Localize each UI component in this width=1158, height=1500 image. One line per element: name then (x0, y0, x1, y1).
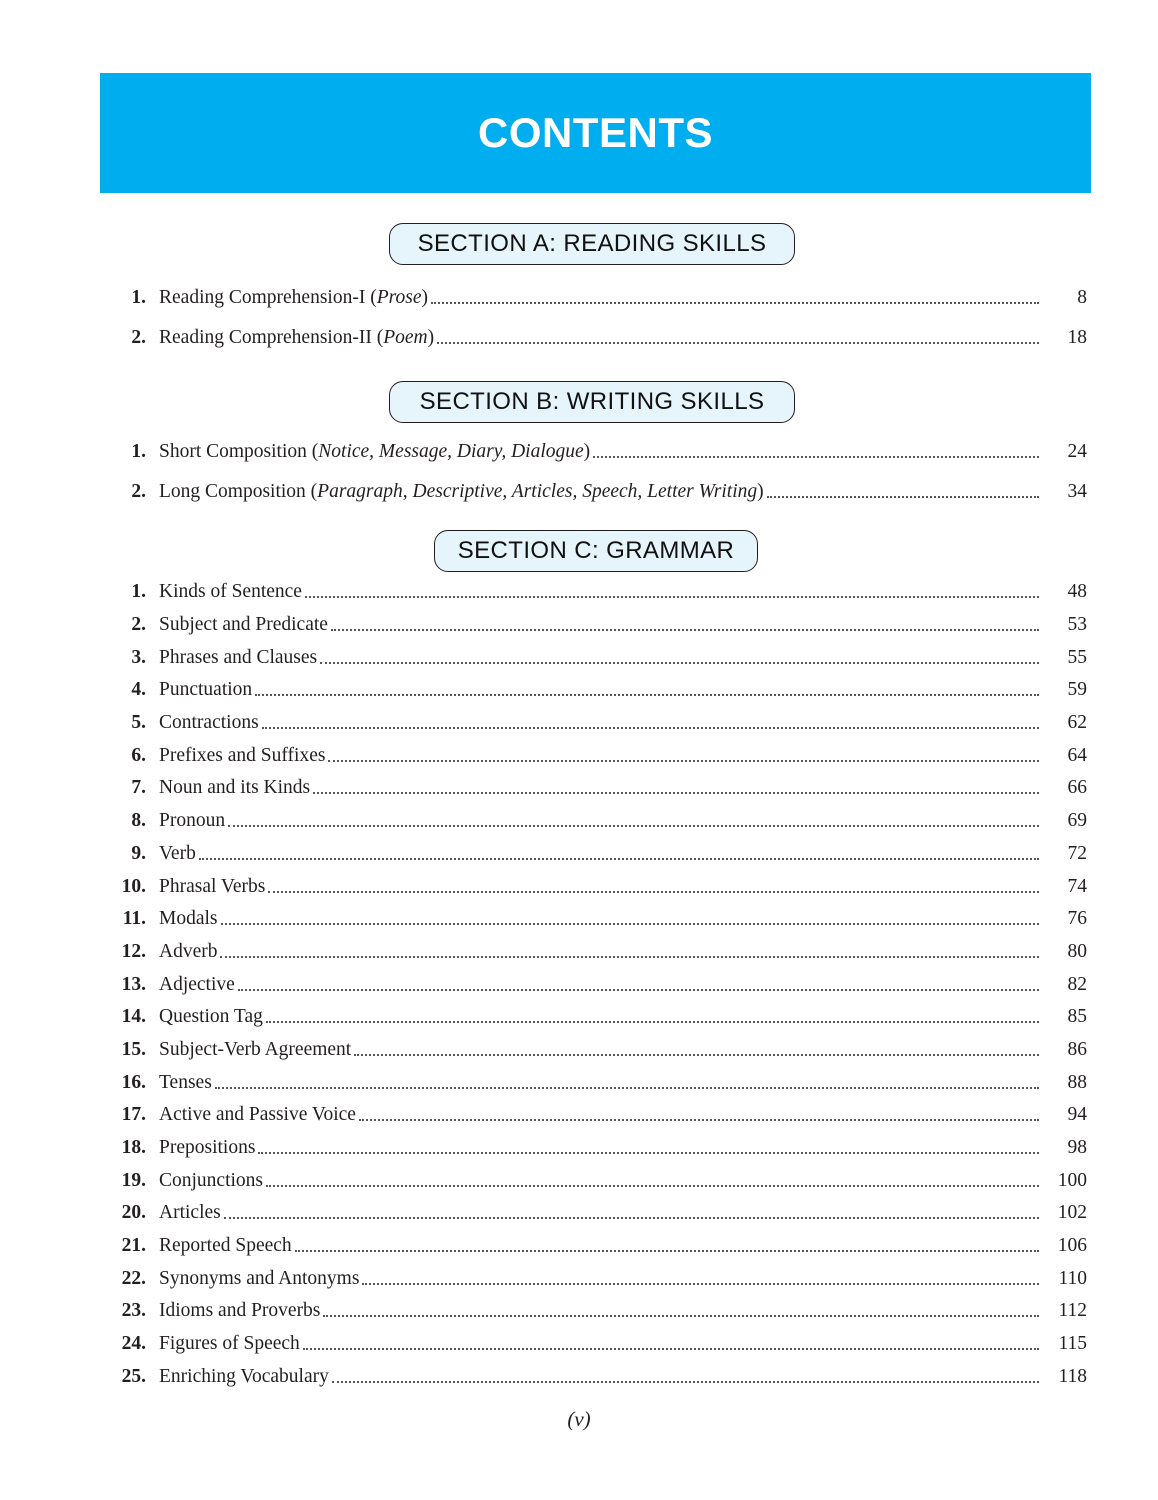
entry-number: 17. (121, 1104, 146, 1126)
dot-leader (767, 496, 1039, 498)
entry-number: 10. (121, 875, 146, 897)
entry-title (159, 1268, 359, 1290)
entry-title-text: Long Composition ( (159, 481, 318, 502)
entry-number: 18. (121, 1137, 146, 1159)
dot-leader (224, 1217, 1039, 1219)
entry-title-line (159, 908, 1039, 930)
entry-page-number: 76 (1067, 908, 1087, 930)
entry-title-text: Noun and its Kinds (159, 777, 311, 799)
entry-title-text: Contractions (159, 712, 259, 734)
entry-page-number: 8 (1077, 287, 1087, 308)
toc-entry (0, 1328, 1158, 1361)
entry-page-number: 48 (1067, 581, 1087, 603)
toc-entry (0, 278, 1158, 318)
entry-number: 6. (131, 744, 146, 766)
entry-number: 2. (131, 481, 146, 502)
entry-title-line (159, 679, 1039, 701)
entry-title (159, 712, 259, 734)
entry-title-line (159, 481, 1039, 503)
entry-title (159, 581, 302, 603)
entry-page-number: 85 (1067, 1006, 1087, 1028)
dot-leader (354, 1054, 1039, 1056)
section-c-heading: SECTION C: GRAMMAR (434, 530, 758, 572)
dot-leader (359, 1119, 1039, 1121)
dot-leader (215, 1087, 1039, 1089)
entry-title (159, 908, 218, 930)
entry-number: 8. (131, 810, 146, 832)
entry-number: 9. (131, 842, 146, 864)
entry-title (159, 647, 317, 669)
entry-number: 25. (121, 1365, 146, 1387)
toc-entry (0, 609, 1158, 642)
toc-entry (0, 1001, 1158, 1034)
entry-page-number: 100 (1057, 1169, 1087, 1191)
entry-title-text: Phrasal Verbs (159, 875, 266, 897)
entry-page-number: 86 (1067, 1038, 1087, 1060)
toc-entry (0, 707, 1158, 740)
dot-leader (268, 891, 1039, 893)
entry-number: 19. (121, 1169, 146, 1191)
entry-page-number: 62 (1067, 712, 1087, 734)
toc-entry (0, 936, 1158, 969)
toc-entry (0, 1262, 1158, 1295)
entry-page-number: 102 (1057, 1202, 1087, 1224)
entry-number: 3. (131, 646, 146, 668)
entry-page-number: 74 (1067, 875, 1087, 897)
entry-title-text: Tenses (159, 1071, 212, 1093)
entry-title-text: Reading Comprehension-I ( (159, 287, 377, 308)
contents-banner (100, 73, 1091, 193)
entry-title (159, 1300, 320, 1322)
entry-title (159, 810, 225, 832)
entry-page-number: 53 (1067, 614, 1087, 636)
entry-title-line (159, 1006, 1039, 1028)
entry-page-number: 64 (1067, 744, 1087, 766)
dot-leader (262, 727, 1039, 729)
entry-title-text: Subject and Predicate (159, 614, 328, 636)
entry-number: 24. (121, 1333, 146, 1355)
entry-page-number: 106 (1057, 1235, 1087, 1257)
entry-title-line (159, 745, 1039, 767)
entry-title-text: Phrases and Clauses (159, 646, 318, 668)
entry-number: 20. (121, 1202, 146, 1224)
entry-page-number: 98 (1067, 1137, 1087, 1159)
entry-title-line (159, 1039, 1039, 1061)
toc-entry (0, 1164, 1158, 1197)
toc-entry (0, 1295, 1158, 1328)
dot-leader (220, 956, 1039, 958)
entry-title-italic: Poem (383, 327, 428, 348)
entry-title-line (159, 287, 1039, 309)
dot-leader (303, 1348, 1039, 1350)
entry-number: 5. (131, 712, 146, 734)
entry-number: 23. (121, 1300, 146, 1322)
entry-page-number: 115 (1058, 1333, 1087, 1355)
entry-title-close: ) (757, 481, 764, 502)
entry-title-text: Conjunctions (159, 1169, 264, 1191)
entry-title-text: Pronoun (159, 810, 226, 832)
entry-title-text: Prepositions (159, 1137, 256, 1159)
entry-title (159, 1137, 255, 1159)
toc-entry (0, 870, 1158, 903)
entry-title-line (159, 1170, 1039, 1192)
dot-leader (362, 1283, 1039, 1285)
entry-title-line (159, 1104, 1039, 1126)
entry-number: 2. (131, 614, 146, 636)
entry-title-text: Synonyms and Antonyms (159, 1267, 360, 1289)
page-title: CONTENTS (478, 109, 713, 156)
entry-title-line (159, 876, 1039, 898)
toc-entry (0, 772, 1158, 805)
dot-leader (255, 694, 1039, 696)
entry-title-line (159, 1235, 1039, 1257)
entry-title-close: ) (583, 441, 591, 462)
entry-page-number: 69 (1067, 810, 1087, 832)
dot-leader (331, 629, 1039, 631)
section-b-heading: SECTION B: WRITING SKILLS (389, 381, 795, 423)
entry-title-line (159, 1268, 1039, 1290)
entry-number: 22. (121, 1267, 146, 1289)
entry-title (159, 1006, 263, 1028)
entry-number: 1. (131, 581, 146, 603)
entry-page-number: 88 (1067, 1071, 1087, 1093)
entry-number: 13. (121, 973, 146, 995)
toc-entry (0, 674, 1158, 707)
entry-number: 16. (121, 1071, 146, 1093)
entry-title (159, 1202, 221, 1224)
toc-entry (0, 318, 1158, 358)
entry-title-text: Reading Comprehension-II ( (159, 327, 384, 348)
entry-title (159, 1235, 292, 1257)
toc-entry (0, 1099, 1158, 1132)
entry-number: 1. (131, 441, 146, 462)
entry-title-italic: Paragraph, Descriptive, Articles, Speech, Letter Writing (317, 481, 758, 502)
toc-entry (0, 739, 1158, 772)
entry-title (159, 327, 434, 349)
entry-title-text: Verb (159, 842, 196, 864)
entry-title-text: Modals (159, 908, 218, 930)
toc-entry (0, 576, 1158, 609)
entry-title (159, 745, 325, 767)
entry-title-line (159, 843, 1039, 865)
toc-entry (0, 1361, 1158, 1394)
toc-entry (0, 903, 1158, 936)
toc-entry (0, 472, 1158, 512)
entry-number: 7. (131, 777, 146, 799)
entry-title-close: ) (427, 327, 435, 348)
entry-title (159, 1333, 300, 1355)
toc-entry (0, 432, 1158, 472)
entry-title-close: ) (421, 287, 428, 308)
entry-number: 12. (121, 940, 146, 962)
section-a-heading: SECTION A: READING SKILLS (389, 223, 795, 265)
dot-leader (199, 858, 1039, 860)
entry-page-number: 59 (1067, 679, 1087, 701)
entry-title (159, 1170, 263, 1192)
section-a-list (0, 278, 1158, 358)
entry-title-line (159, 327, 1039, 349)
entry-title-line (159, 712, 1039, 734)
entry-title-text: Active and Passive Voice (159, 1104, 356, 1126)
entry-title-line (159, 581, 1039, 603)
entry-number: 21. (121, 1235, 146, 1257)
entry-title-text: Question Tag (159, 1006, 263, 1028)
toc-entry (0, 1034, 1158, 1067)
entry-title (159, 1366, 329, 1388)
entry-number: 14. (121, 1006, 146, 1028)
dot-leader (295, 1250, 1039, 1252)
entry-title (159, 441, 590, 463)
dot-leader (238, 989, 1039, 991)
entry-title-text: Prefixes and Suffixes (159, 744, 326, 766)
section-b-list (0, 432, 1158, 512)
entry-page-number: 55 (1067, 646, 1087, 668)
page-number: (v) (567, 1407, 591, 1431)
entry-number: 1. (131, 287, 146, 308)
dot-leader (593, 456, 1039, 458)
entry-title-line (159, 777, 1039, 799)
dot-leader (266, 1021, 1039, 1023)
entry-title-italic: Notice, Message, Diary, Dialogue (318, 441, 584, 462)
entry-title-line (159, 1333, 1039, 1355)
entry-number: 4. (131, 679, 146, 701)
entry-page-number: 80 (1067, 940, 1087, 962)
entry-page-number: 112 (1058, 1300, 1087, 1322)
entry-title (159, 1072, 212, 1094)
toc-entry (0, 1132, 1158, 1165)
entry-page-number: 34 (1067, 481, 1087, 502)
entry-title-line (159, 441, 1039, 463)
dot-leader (437, 342, 1039, 344)
dot-leader (320, 662, 1039, 664)
entry-title-text: Short Composition ( (159, 441, 319, 462)
entry-title (159, 777, 310, 799)
dot-leader (328, 760, 1039, 762)
entry-title (159, 1039, 351, 1061)
entry-title (159, 974, 235, 996)
section-c-list (0, 576, 1158, 1393)
entry-title (159, 679, 252, 701)
entry-title (159, 1104, 356, 1126)
entry-title-text: Enriching Vocabulary (159, 1365, 329, 1387)
toc-entry (0, 1066, 1158, 1099)
entry-title-line (159, 1202, 1039, 1224)
entry-page-number: 82 (1067, 973, 1087, 995)
toc-entry (0, 1197, 1158, 1230)
entry-title-line (159, 1072, 1039, 1094)
toc-entry (0, 838, 1158, 871)
entry-title (159, 941, 217, 963)
dot-leader (221, 923, 1040, 925)
entry-title-text: Subject-Verb Agreement (159, 1038, 352, 1060)
entry-title-line (159, 1300, 1039, 1322)
toc-entry (0, 641, 1158, 674)
entry-number: 2. (131, 327, 146, 348)
entry-title-text: Figures of Speech (159, 1333, 300, 1355)
entry-page-number: 18 (1067, 327, 1087, 348)
dot-leader (332, 1381, 1039, 1383)
dot-leader (258, 1152, 1039, 1154)
entry-title-text: Adjective (159, 973, 235, 995)
dot-leader (228, 825, 1039, 827)
toc-entry (0, 805, 1158, 838)
entry-title-line (159, 647, 1039, 669)
entry-title-italic: Prose (376, 287, 422, 308)
entry-title-line (159, 614, 1039, 636)
entry-title (159, 843, 196, 865)
entry-page-number: 66 (1067, 777, 1087, 799)
dot-leader (266, 1185, 1039, 1187)
entry-title (159, 876, 265, 898)
entry-title-line (159, 810, 1039, 832)
toc-entry (0, 968, 1158, 1001)
entry-page-number: 24 (1067, 441, 1087, 462)
dot-leader (305, 596, 1039, 598)
entry-title-line (159, 1137, 1039, 1159)
dot-leader (313, 792, 1039, 794)
entry-title-text: Reported Speech (159, 1235, 292, 1257)
entry-page-number: 118 (1058, 1365, 1087, 1387)
dot-leader (431, 302, 1039, 304)
entry-title-text: Adverb (159, 940, 218, 962)
entry-number: 15. (121, 1038, 146, 1060)
entry-page-number: 94 (1067, 1104, 1087, 1126)
entry-title-line (159, 1366, 1039, 1388)
entry-title-text: Punctuation (159, 679, 253, 701)
entry-title-text: Articles (159, 1202, 221, 1224)
entry-title-text: Kinds of Sentence (159, 581, 302, 603)
entry-title-line (159, 974, 1039, 996)
dot-leader (323, 1315, 1039, 1317)
toc-entry (0, 1230, 1158, 1263)
entry-title-line (159, 941, 1039, 963)
entry-title-text: Idioms and Proverbs (159, 1300, 321, 1322)
entry-title (159, 287, 428, 309)
entry-number: 11. (122, 908, 146, 930)
entry-title (159, 481, 764, 503)
entry-title (159, 614, 328, 636)
entry-page-number: 110 (1058, 1267, 1087, 1289)
entry-page-number: 72 (1067, 842, 1087, 864)
